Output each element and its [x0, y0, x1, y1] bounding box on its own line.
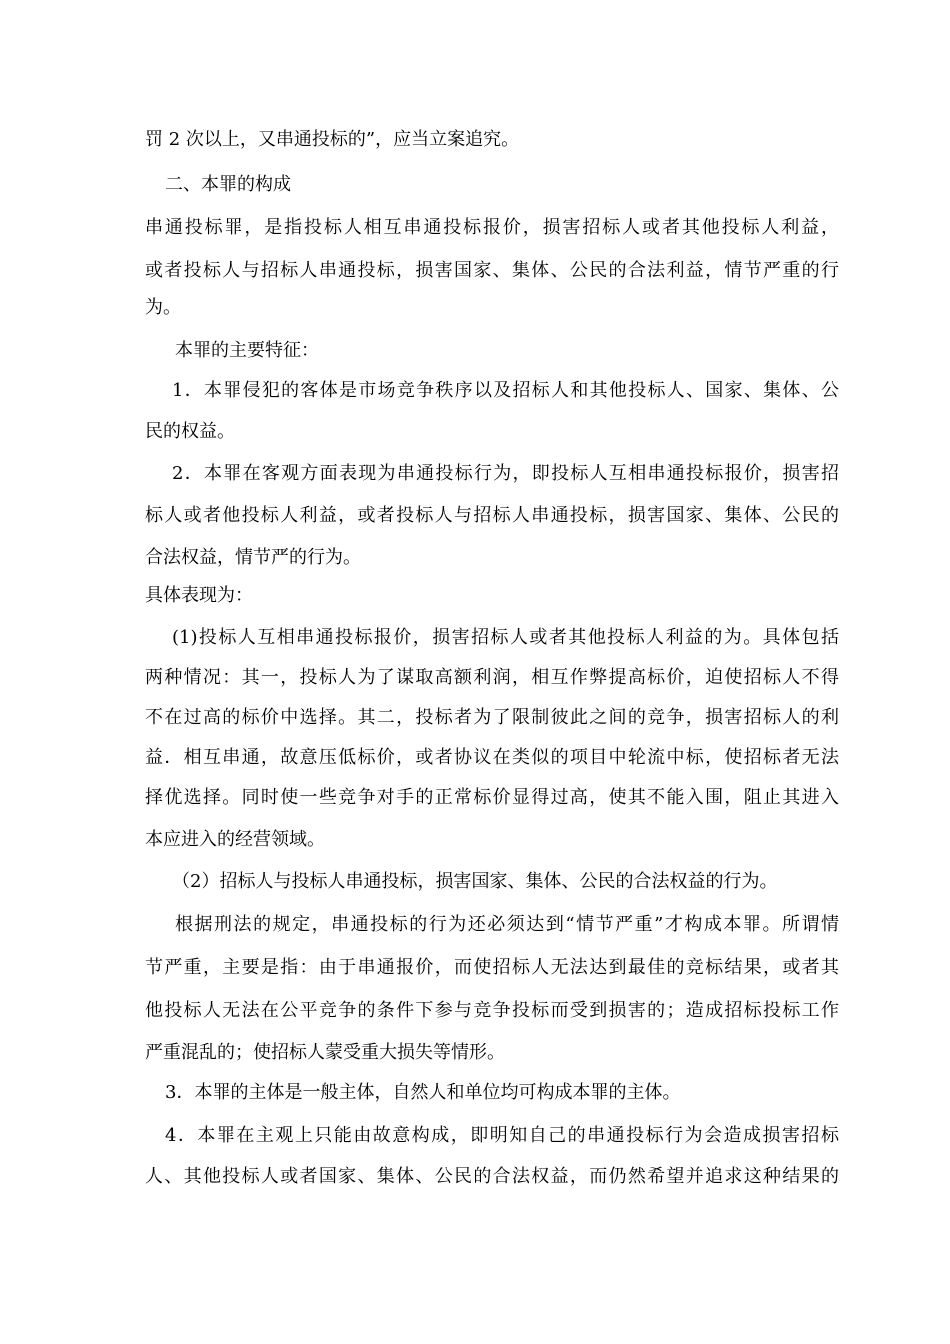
paragraph-line: 罚 2 次以上，又串通投标的”，应当立案追究。 [145, 129, 520, 150]
paragraph-line: 为。 [145, 297, 181, 318]
list-item: （2）招标人与投标人串通投标，损害国家、集体、公民的合法权益的行为。 [172, 871, 778, 892]
list-item-continuation: 标人或者他投标人利益，或者投标人与招标人串通投标，损害国家、集体、公民的 [145, 505, 839, 526]
list-item: (1)投标人互相串通投标报价，损害招标人或者其他投标人利益的为。具体包括 [172, 627, 839, 648]
list-item-continuation: 益．相互串通，故意压低标价，或者协议在类似的项目中轮流中标，使招标者无法 [145, 747, 839, 768]
list-item-continuation: 两种情况：其一，投标人为了谋取高额利润，相互作弊提高标价，迫使招标人不得 [145, 667, 839, 688]
list-item: 2．本罪在客观方面表现为串通投标行为，即投标人互相串通投标报价，损害招 [172, 463, 839, 484]
list-item-continuation: 人、其他投标人或者国家、集体、公民的合法权益，而仍然希望并追求这种结果的 [145, 1166, 839, 1187]
paragraph-line: 他投标人无法在公平竞争的条件下参与竞争投标而受到损害的；造成招标投标工作 [145, 1000, 839, 1021]
paragraph-line: 根据刑法的规定，串通投标的行为还必须达到“情节严重”才构成本罪。所谓情 [175, 914, 839, 935]
list-item-continuation: 合法权益，情节严的行为。 [145, 547, 361, 568]
paragraph-line: 或者投标人与招标人串通投标，损害国家、集体、公民的合法利益，情节严重的行 [145, 260, 839, 281]
list-item: 1．本罪侵犯的客体是市场竞争秩序以及招标人和其他投标人、国家、集体、公 [172, 380, 839, 401]
subheading: 本罪的主要特征： [175, 340, 319, 361]
list-item-continuation: 择优选择。同时使一些竞争对手的正常标价显得过高，使其不能入围，阻止其进入 [145, 787, 839, 808]
list-item-continuation: 本应进入的经营领域。 [145, 829, 325, 850]
list-item-continuation: 不在过高的标价中选择。其二，投标者为了限制彼此之间的竞争，损害招标人的利 [145, 707, 839, 728]
list-item: 4．本罪在主观上只能由故意构成，即明知自己的串通投标行为会造成损害招标 [165, 1125, 839, 1146]
paragraph-line: 串通投标罪，是指投标人相互串通投标报价，损害招标人或者其他投标人利益， [145, 217, 839, 238]
list-item: 3．本罪的主体是一般主体，自然人和单位均可构成本罪的主体。 [165, 1082, 681, 1103]
paragraph-line: 节严重，主要是指：由于串通报价，而使招标人无法达到最佳的竞标结果，或者其 [145, 957, 839, 978]
paragraph-line: 具体表现为： [145, 585, 253, 606]
section-heading: 二、本罪的构成 [165, 174, 291, 195]
list-item-continuation: 民的权益。 [145, 421, 235, 442]
paragraph-line: 严重混乱的；使招标人蒙受重大损失等情形。 [145, 1042, 505, 1063]
